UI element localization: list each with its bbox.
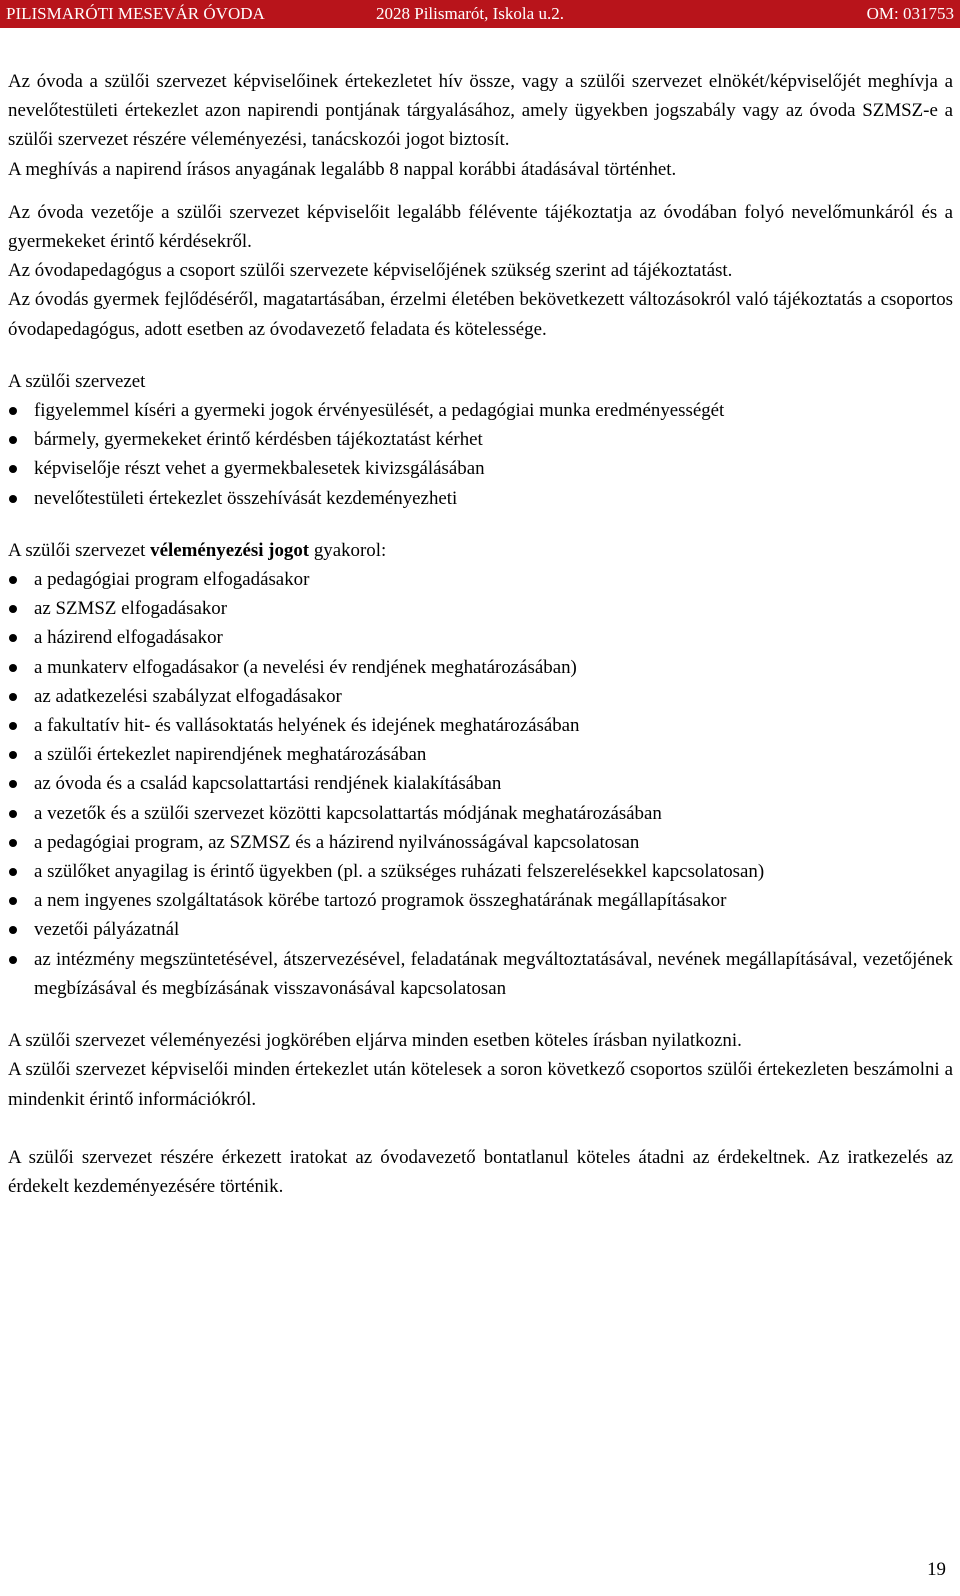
bullet-icon [9, 495, 17, 503]
list-item: nevelőtestületi értekezlet összehívását kezdeményezheti [8, 484, 953, 513]
list-item: bármely, gyermekeket érintő kérdésben tájékoztatást kérhet [8, 425, 953, 454]
list-item: a nem ingyenes szolgáltatások körébe tartozó programok összeghatárának megállapításakor [8, 886, 953, 915]
list-item: a vezetők és a szülői szervezet közötti kapcsolattartás módjának meghatározásában [8, 799, 953, 828]
bullet-icon [9, 664, 17, 672]
list-item: a pedagógiai program elfogadásakor [8, 565, 953, 594]
opinion-list [8, 565, 953, 1003]
bullet-icon [9, 465, 17, 473]
bullet-icon [9, 810, 17, 818]
opinion-section-heading: A szülői szervezet véleményezési jogot gyakorol: [8, 539, 387, 561]
bullet-icon [9, 722, 17, 730]
rights-list [8, 396, 953, 513]
list-item: a pedagógiai program, az SZMSZ és a házirend nyilvánosságával kapcsolatosan [8, 828, 953, 857]
bullet-icon [9, 751, 17, 759]
paragraph-teacher-info: Az óvodapedagógus a csoport szülői szervezete képviselőjének szükség szerint ad tájékoztatást. [8, 260, 733, 282]
list-item: az óvoda és a család kapcsolattartási rendjének kialakításában [8, 769, 953, 798]
bullet-icon [9, 634, 17, 642]
bullet-icon [9, 868, 17, 876]
list-item: az intézmény megszüntetésével, átszervezésével, feladatának megváltoztatásával, nevének megállapításával, vezetőjének megbízásával és megbízásának visszavonásával kapcsolatosan [8, 945, 953, 1003]
header-institution-name: PILISMARÓTI MESEVÁR ÓVODA [6, 4, 265, 23]
bullet-icon [9, 897, 17, 905]
bullet-icon [9, 839, 17, 847]
paragraph-director-info: Az óvoda vezetője a szülői szervezet képviselőit legalább félévente tájékoztatja az óvodában folyó nevelőmunkáról és a gyermekeket érintő kérdésekről. [8, 201, 953, 253]
rights-section-heading: A szülői szervezet [8, 370, 146, 392]
list-item: a munkaterv elfogadásakor (a nevelési év rendjének meghatározásában) [8, 653, 953, 682]
list-item: figyelemmel kíséri a gyermeki jogok érvényesülését, a pedagógiai munka eredményességét [8, 396, 953, 425]
list-item: az adatkezelési szabályzat elfogadásakor [8, 682, 953, 711]
paragraph-document-handling: A szülői szervezet részére érkezett iratokat az óvodavezető bontatlanul köteles átadni az érdekeltnek. Az iratkezelés az érdekelt kezdeményezésére történik. [8, 1146, 953, 1197]
list-item: a szülői értekezlet napirendjének meghatározásában [8, 740, 953, 769]
list-item: a szülőket anyagilag is érintő ügyekben (pl. a szükséges ruházati felszerelésekkel kapcsolatosan) [8, 857, 953, 886]
bullet-icon [9, 605, 17, 613]
bullet-icon [9, 576, 17, 584]
page-number: 19 [927, 1559, 946, 1580]
list-item: képviselője részt vehet a gyermekbalesetek kivizsgálásában [8, 454, 953, 483]
paragraph-written-statement: A szülői szervezet véleményezési jogkörében eljárva minden esetben köteles írásban nyilatkozni. [8, 1030, 742, 1052]
header-address: 2028 Pilismarót, Iskola u.2. [376, 4, 564, 23]
opinion-heading-emphasis: véleményezési jogot [150, 539, 310, 561]
list-item: a fakultatív hit- és vallásoktatás helyének és idejének meghatározásában [8, 711, 953, 740]
bullet-icon [9, 407, 17, 415]
paragraph-invitation: Az óvoda a szülői szervezet képviselőinek értekezletet hív össze, vagy a szülői szervezet elnökét/képviselőjét meghívja a nevelőtestületi értekezlet azon napirendi pontjának tárgyalásához, amely ügyekben jogszabály vagy az óvoda SZMSZ-e a szülői szervezet részére véleményezési, tanácskozói jogot biztosít. [8, 71, 953, 151]
list-item: vezetői pályázatnál [8, 915, 953, 944]
paragraph-child-development: Az óvodás gyermek fejlődéséről, magatartásában, érzelmi életében bekövetkezett változásokról való tájékoztatás a csoportos óvodapedagógus, adott esetben az óvodavezető feladata és kötelessége. [8, 289, 953, 340]
bullet-icon [9, 956, 17, 964]
header-om-code: OM: 031753 [866, 4, 954, 23]
list-item: az SZMSZ elfogadásakor [8, 594, 953, 623]
list-item: a házirend elfogadásakor [8, 623, 953, 652]
document-body [8, 67, 953, 1201]
page-header [0, 0, 960, 28]
paragraph-invitation-deadline: A meghívás a napirend írásos anyagának legalább 8 nappal korábbi átadásával történhet. [8, 158, 677, 180]
bullet-icon [9, 926, 17, 934]
bullet-icon [9, 693, 17, 701]
bullet-icon [9, 436, 17, 444]
paragraph-report-obligation: A szülői szervezet képviselői minden értekezlet után kötelesek a soron következő csoportos szülői értekezleten beszámolni a mindenkit érintő információkról. [8, 1059, 953, 1110]
bullet-icon [9, 780, 17, 788]
